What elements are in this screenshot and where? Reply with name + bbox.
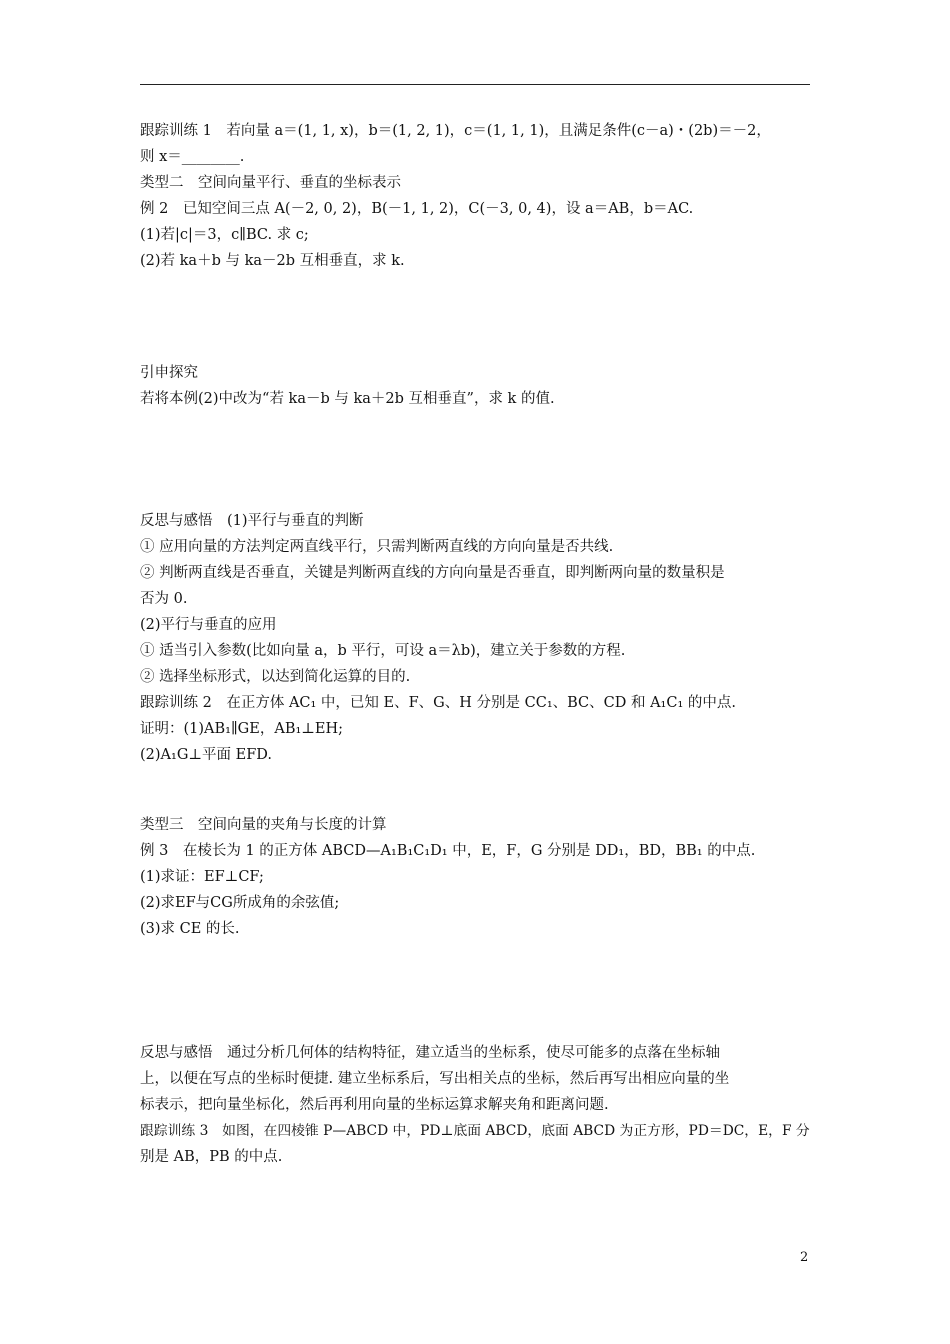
reflection-1-heading: 反思与感悟 (1)平行与垂直的判断	[140, 513, 364, 529]
example-3-part-1: (1)求证：EF⊥CF;	[140, 869, 264, 885]
extension-heading: 引申探究	[140, 365, 198, 381]
practice-3-line-2: 别是 AB，PB 的中点.	[140, 1149, 283, 1165]
example-2-part-2: (2)若 ka＋b 与 ka－2b 互相垂直，求 k.	[140, 253, 405, 269]
document-body	[140, 118, 810, 1170]
example-3-part-3: (3)求 CE 的长.	[140, 921, 240, 937]
reflection-2-line-1: 反思与感悟 通过分析几何体的结构特征，建立适当的坐标系，使尽可能多的点落在坐标轴	[140, 1045, 720, 1061]
page-number: 2	[800, 1250, 809, 1265]
reflection-1-item-e: ② 选择坐标形式，以达到简化运算的目的.	[140, 669, 411, 685]
example-3-part-2: (2)求EF与CG所成角的余弦值;	[140, 895, 340, 911]
section-type-2-heading: 类型二 空间向量平行、垂直的坐标表示	[140, 175, 401, 191]
reflection-1-subheading: (2)平行与垂直的应用	[140, 617, 277, 633]
example-2-statement: 例 2 已知空间三点 A(－2, 0, 2)，B(－1, 1, 2)，C(－3, 0, 4)，设 a＝AB，b＝AC.	[140, 201, 694, 217]
header-rule	[140, 84, 810, 85]
section-type-3-heading: 类型三 空间向量的夹角与长度的计算	[140, 817, 387, 833]
example-3-statement: 例 3 在棱长为 1 的正方体 ABCD—A₁B₁C₁D₁ 中，E，F，G 分别是 DD₁，BD，BB₁ 的中点.	[140, 843, 756, 859]
reflection-1-item-a: ① 应用向量的方法判定两直线平行，只需判断两直线的方向向量是否共线.	[140, 539, 614, 555]
practice-2-part-1: 证明：(1)AB₁∥GE，AB₁⊥EH;	[140, 721, 344, 737]
reflection-1-item-d: ① 适当引入参数(比如向量 a，b 平行，可设 a＝λb)，建立关于参数的方程.	[140, 643, 626, 659]
reflection-2-line-2: 上，以便在写点的坐标时便捷. 建立坐标系后，写出相关点的坐标，然后再写出相应向量的坐	[140, 1071, 730, 1087]
practice-3-line-1: 跟踪训练 3 如图，在四棱锥 P—ABCD 中，PD⊥底面 ABCD，底面 ABCD 为正方形，PD＝DC，E，F 分	[140, 1123, 810, 1139]
practice-1-line-1: 跟踪训练 1 若向量 a＝(1, 1, x)，b＝(1, 2, 1)，c＝(1, 1, 1)，且满足条件(c－a)・(2b)＝－2，	[140, 123, 771, 139]
extension-body: 若将本例(2)中改为“若 ka－b 与 ka＋2b 互相垂直”，求 k 的值.	[140, 391, 555, 407]
practice-2-part-2: (2)A₁G⊥平面 EFD.	[140, 747, 273, 763]
example-2-part-1: (1)若|c|＝3，c∥BC. 求 c;	[140, 227, 309, 243]
practice-2-statement: 跟踪训练 2 在正方体 AC₁ 中，已知 E、F、G、H 分别是 CC₁、BC、CD 和 A₁C₁ 的中点.	[140, 695, 736, 711]
practice-1-line-2: 则 x＝________.	[140, 149, 245, 165]
reflection-1-item-b-line-1: ② 判断两直线是否垂直，关键是判断两直线的方向向量是否垂直，即判断两向量的数量积是	[140, 565, 725, 581]
reflection-2-line-3: 标表示，把向量坐标化，然后再利用向量的坐标运算求解夹角和距离问题.	[140, 1097, 609, 1113]
reflection-1-item-b-line-2: 否为 0.	[140, 591, 188, 607]
